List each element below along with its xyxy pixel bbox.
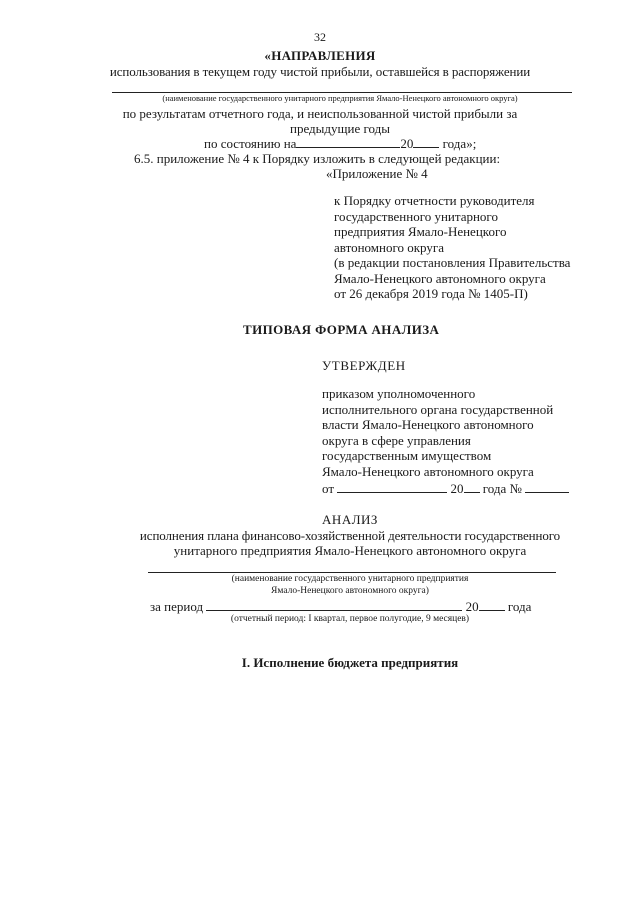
analysis-line-1: исполнения плана финансово-хозяйственной деятельности государственного: [139, 528, 561, 543]
directions-line-1: использования в текущем году чистой прибыли, оставшейся в распоряжении: [109, 64, 531, 79]
appendix-line: предприятия Ямало-Ненецкого: [334, 224, 507, 239]
period-line: [150, 598, 531, 615]
appendix-title: «Приложение № 4: [326, 166, 428, 181]
period-blank: [206, 598, 462, 611]
approved-line: Ямало-Ненецкого автономного округа: [322, 463, 534, 479]
appendix-text: [334, 193, 570, 302]
approved-line: округа в сфере управления: [322, 432, 471, 448]
appendix-line: автономного округа: [334, 239, 444, 255]
approved-from-label: от: [322, 481, 335, 496]
approved-line: государственным имуществом: [322, 448, 492, 464]
period-suffix: года: [507, 599, 532, 614]
period-label: за период: [150, 599, 204, 614]
analysis-enterprise-blank: [148, 572, 556, 573]
analysis-line-2: унитарного предприятия Ямало-Ненецкого автономного округа: [173, 543, 527, 558]
period-caption: (отчетный период: I квартал, первое полугодие, 9 месяцев): [230, 614, 470, 624]
approved-order-line: [322, 480, 569, 497]
appendix-line: государственного унитарного: [334, 208, 498, 224]
approved-line: власти Ямало-Ненецкого автономного: [322, 417, 534, 433]
date-year-blank: [413, 135, 439, 148]
approved-title: УТВЕРЖДЕН: [322, 358, 406, 373]
date-year: 20: [400, 136, 414, 151]
order-date-blank: [337, 480, 447, 493]
order-year-blank: [464, 480, 480, 493]
approved-line: исполнительного органа государственной: [322, 401, 554, 417]
analysis-caption-1: (наименование государственного унитарного предприятия: [231, 574, 469, 584]
period-year: 20: [465, 599, 479, 614]
date-suffix: года»;: [442, 136, 477, 151]
order-number-blank: [525, 480, 569, 493]
appendix-line: (в редакции постановления Правительства: [334, 255, 571, 270]
appendix-line: от 26 декабря 2019 года № 1405-П): [334, 286, 528, 301]
approved-year-suffix: года №: [482, 481, 522, 496]
directions-title: «НАПРАВЛЕНИЯ: [264, 48, 376, 63]
analysis-title: АНАЛИЗ: [322, 512, 378, 527]
item-6-5: 6.5. приложение № 4 к Порядку изложить в следующей редакции:: [134, 151, 501, 166]
directions-line-3: предыдущие годы: [290, 121, 390, 136]
enterprise-name-caption: (наименование государственного унитарного предприятия Ямало-Ненецкого автономного округа): [162, 93, 518, 103]
date-line: [204, 135, 476, 152]
appendix-line: Ямало-Ненецкого автономного округа: [334, 270, 546, 286]
appendix-line: к Порядку отчетности руководителя: [334, 193, 535, 208]
period-year-blank: [479, 598, 505, 611]
page-number: 32: [314, 30, 326, 44]
directions-line-2: по результатам отчетного года, и неиспользованной чистой прибыли за: [122, 106, 518, 121]
form-title: ТИПОВАЯ ФОРМА АНАЛИЗА: [243, 322, 440, 337]
approved-line: приказом уполномоченного: [322, 386, 476, 401]
approved-year: 20: [450, 481, 464, 496]
date-prefix: по состоянию на: [204, 136, 297, 151]
section-heading: I. Исполнение бюджета предприятия: [241, 655, 459, 670]
date-blank: [296, 135, 400, 148]
approved-text: [322, 386, 553, 480]
analysis-caption-2: Ямало-Ненецкого автономного округа): [271, 586, 429, 596]
